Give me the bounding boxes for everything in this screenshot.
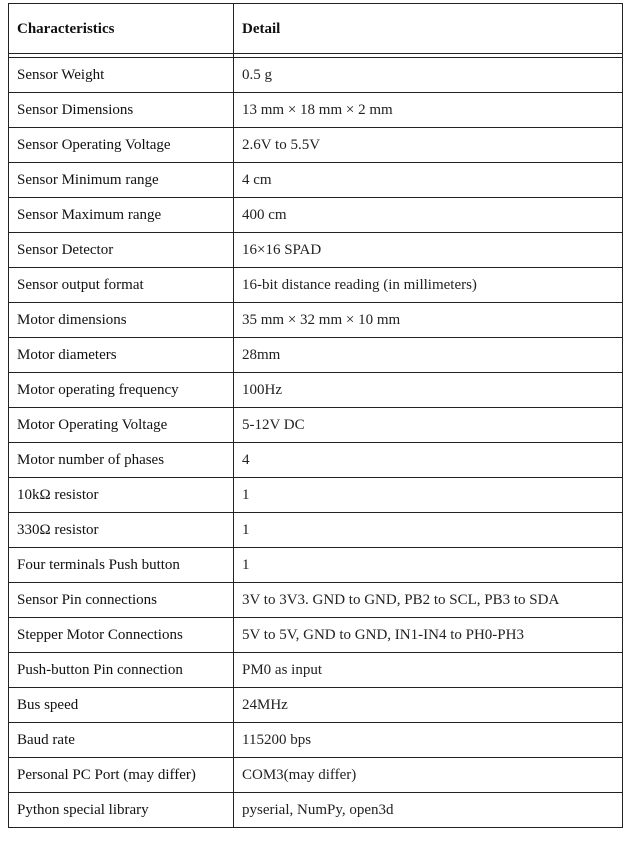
- table-row: [9, 653, 623, 688]
- detail-cell: 400 cm: [234, 198, 623, 233]
- table-row: [9, 163, 623, 198]
- detail-cell: PM0 as input: [234, 653, 623, 688]
- table-row: [9, 478, 623, 513]
- detail-cell: COM3(may differ): [234, 758, 623, 793]
- table-row: [9, 408, 623, 443]
- detail-cell: 24MHz: [234, 688, 623, 723]
- characteristic-cell: Baud rate: [9, 723, 234, 758]
- characteristic-cell: Python special library: [9, 793, 234, 828]
- characteristic-cell: Sensor Pin connections: [9, 583, 234, 618]
- characteristic-cell: Bus speed: [9, 688, 234, 723]
- table-row: [9, 758, 623, 793]
- table-header-row: [9, 4, 623, 54]
- detail-cell: 4 cm: [234, 163, 623, 198]
- detail-cell: 3V to 3V3. GND to GND, PB2 to SCL, PB3 to SDA: [234, 583, 623, 618]
- detail-cell: 35 mm × 32 mm × 10 mm: [234, 303, 623, 338]
- detail-cell: 5V to 5V, GND to GND, IN1-IN4 to PH0-PH3: [234, 618, 623, 653]
- table-row: [9, 373, 623, 408]
- detail-cell: 115200 bps: [234, 723, 623, 758]
- specifications-table: [8, 3, 623, 828]
- column-header-characteristics: Characteristics: [9, 4, 234, 54]
- characteristic-cell: Push-button Pin connection: [9, 653, 234, 688]
- table-row: [9, 198, 623, 233]
- table-row: [9, 268, 623, 303]
- characteristic-cell: Motor dimensions: [9, 303, 234, 338]
- detail-cell: 1: [234, 548, 623, 583]
- table-row: [9, 583, 623, 618]
- characteristic-cell: 10kΩ resistor: [9, 478, 234, 513]
- characteristic-cell: Sensor Weight: [9, 58, 234, 93]
- characteristic-cell: Sensor Operating Voltage: [9, 128, 234, 163]
- table-row: [9, 93, 623, 128]
- table-row: [9, 338, 623, 373]
- table-row: [9, 723, 623, 758]
- characteristic-cell: Motor number of phases: [9, 443, 234, 478]
- characteristic-cell: Four terminals Push button: [9, 548, 234, 583]
- table-row: [9, 233, 623, 268]
- detail-cell: 16-bit distance reading (in millimeters): [234, 268, 623, 303]
- detail-cell: 16×16 SPAD: [234, 233, 623, 268]
- characteristic-cell: Sensor Minimum range: [9, 163, 234, 198]
- table-row: [9, 128, 623, 163]
- table-row: [9, 793, 623, 828]
- table-row: [9, 513, 623, 548]
- table-row: [9, 548, 623, 583]
- detail-cell: 1: [234, 513, 623, 548]
- detail-cell: 1: [234, 478, 623, 513]
- table-row: [9, 688, 623, 723]
- characteristic-cell: Sensor Maximum range: [9, 198, 234, 233]
- characteristic-cell: Stepper Motor Connections: [9, 618, 234, 653]
- characteristic-cell: Motor Operating Voltage: [9, 408, 234, 443]
- table-row: [9, 58, 623, 93]
- detail-cell: 5-12V DC: [234, 408, 623, 443]
- detail-cell: 13 mm × 18 mm × 2 mm: [234, 93, 623, 128]
- characteristic-cell: Sensor Detector: [9, 233, 234, 268]
- characteristic-cell: Motor operating frequency: [9, 373, 234, 408]
- characteristic-cell: Motor diameters: [9, 338, 234, 373]
- detail-cell: 0.5 g: [234, 58, 623, 93]
- characteristic-cell: Personal PC Port (may differ): [9, 758, 234, 793]
- detail-cell: pyserial, NumPy, open3d: [234, 793, 623, 828]
- detail-cell: 28mm: [234, 338, 623, 373]
- characteristic-cell: 330Ω resistor: [9, 513, 234, 548]
- table-row: [9, 443, 623, 478]
- detail-cell: 100Hz: [234, 373, 623, 408]
- characteristic-cell: Sensor Dimensions: [9, 93, 234, 128]
- table-row: [9, 303, 623, 338]
- table-row: [9, 618, 623, 653]
- column-header-detail: Detail: [234, 4, 623, 54]
- characteristic-cell: Sensor output format: [9, 268, 234, 303]
- detail-cell: 2.6V to 5.5V: [234, 128, 623, 163]
- detail-cell: 4: [234, 443, 623, 478]
